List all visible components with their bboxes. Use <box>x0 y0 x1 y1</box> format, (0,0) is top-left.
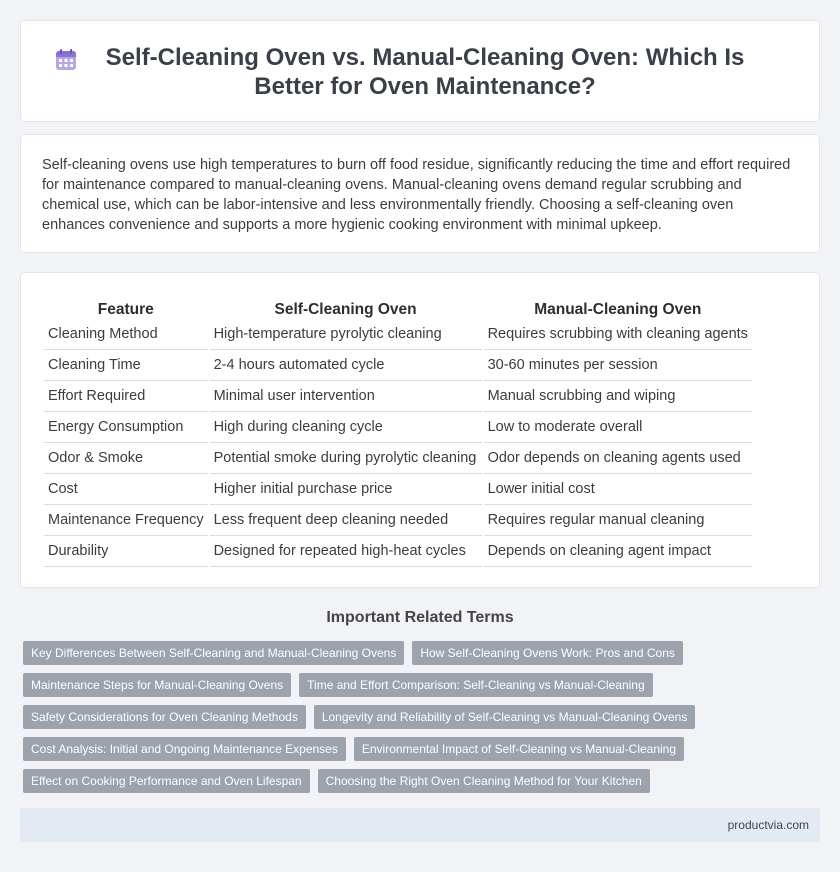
comparison-table <box>42 297 754 567</box>
cell-feature: Maintenance Frequency <box>44 505 208 536</box>
cell-manual-cleaning: Manual scrubbing and wiping <box>484 381 752 412</box>
table-row <box>44 443 752 474</box>
cell-manual-cleaning: Odor depends on cleaning agents used <box>484 443 752 474</box>
tag-row <box>23 705 803 729</box>
related-terms-heading: Important Related Terms <box>326 609 514 626</box>
cell-feature: Energy Consumption <box>44 412 208 443</box>
cell-self-cleaning: High during cleaning cycle <box>210 412 482 443</box>
cell-manual-cleaning: Requires regular manual cleaning <box>484 505 752 536</box>
title-card <box>20 20 820 122</box>
table-row <box>44 474 752 505</box>
header-feature: Feature <box>97 301 154 318</box>
calendar-icon <box>54 48 78 72</box>
site-name: productvia.com <box>727 818 809 832</box>
related-term-tag[interactable]: Cost Analysis: Initial and Ongoing Maintenance Expenses <box>23 737 346 761</box>
table-header-row <box>44 297 752 319</box>
tag-row <box>23 673 803 697</box>
table-row <box>44 505 752 536</box>
related-term-tag[interactable]: Longevity and Reliability of Self-Cleaning vs Manual-Cleaning Ovens <box>314 705 696 729</box>
table-row <box>44 350 752 381</box>
header-self-cleaning: Self-Cleaning Oven <box>274 301 417 318</box>
footer <box>20 808 820 842</box>
cell-self-cleaning: Potential smoke during pyrolytic cleaning <box>210 443 482 474</box>
cell-manual-cleaning: Requires scrubbing with cleaning agents <box>484 319 752 350</box>
related-term-tag[interactable]: Environmental Impact of Self-Cleaning vs Manual-Cleaning <box>354 737 684 761</box>
cell-feature: Effort Required <box>44 381 208 412</box>
cell-manual-cleaning: Lower initial cost <box>484 474 752 505</box>
cell-self-cleaning: Less frequent deep cleaning needed <box>210 505 482 536</box>
table-row <box>44 381 752 412</box>
cell-self-cleaning: Higher initial purchase price <box>210 474 482 505</box>
table-row <box>44 412 752 443</box>
cell-manual-cleaning: Depends on cleaning agent impact <box>484 536 752 567</box>
cell-manual-cleaning: Low to moderate overall <box>484 412 752 443</box>
cell-self-cleaning: Minimal user intervention <box>210 381 482 412</box>
related-term-tag[interactable]: Time and Effort Comparison: Self-Cleaning vs Manual-Cleaning <box>299 673 653 697</box>
cell-feature: Odor & Smoke <box>44 443 208 474</box>
tag-row <box>23 641 803 665</box>
page-title: Self-Cleaning Oven vs. Manual-Cleaning Oven: Which Is Better for Oven Maintenance? <box>105 44 745 100</box>
related-term-tag[interactable]: Key Differences Between Self-Cleaning and Manual-Cleaning Ovens <box>23 641 404 665</box>
comparison-card <box>20 272 820 588</box>
related-term-tag[interactable]: How Self-Cleaning Ovens Work: Pros and Cons <box>412 641 683 665</box>
cell-self-cleaning: 2-4 hours automated cycle <box>210 350 482 381</box>
related-term-tag[interactable]: Choosing the Right Oven Cleaning Method for Your Kitchen <box>318 769 650 793</box>
cell-self-cleaning: High-temperature pyrolytic cleaning <box>210 319 482 350</box>
table-row <box>44 319 752 350</box>
cell-self-cleaning: Designed for repeated high-heat cycles <box>210 536 482 567</box>
related-term-tag[interactable]: Safety Considerations for Oven Cleaning Methods <box>23 705 306 729</box>
tag-row <box>23 769 803 793</box>
intro-card <box>20 134 820 253</box>
cell-feature: Cleaning Method <box>44 319 208 350</box>
related-terms-list <box>23 641 803 801</box>
title-row <box>21 43 819 101</box>
header-manual-cleaning: Manual-Cleaning Oven <box>534 301 702 318</box>
cell-feature: Cleaning Time <box>44 350 208 381</box>
cell-feature: Durability <box>44 536 208 567</box>
cell-manual-cleaning: 30-60 minutes per session <box>484 350 752 381</box>
related-term-tag[interactable]: Maintenance Steps for Manual-Cleaning Ovens <box>23 673 291 697</box>
table-row <box>44 536 752 567</box>
cell-feature: Cost <box>44 474 208 505</box>
related-term-tag[interactable]: Effect on Cooking Performance and Oven Lifespan <box>23 769 310 793</box>
intro-paragraph: Self-cleaning ovens use high temperatures to burn off food residue, significantly reducing the time and effort required for maintenance compared to manual-cleaning ovens. Manual-cleaning ovens demand regular scrubbing and chemical use, which can be labor-intensive and less environmentally friendly. Choosing a self-cleaning oven enhances convenience and supports a more hygienic cooking environment with minimal upkeep. <box>42 157 791 233</box>
tag-row <box>23 737 803 761</box>
